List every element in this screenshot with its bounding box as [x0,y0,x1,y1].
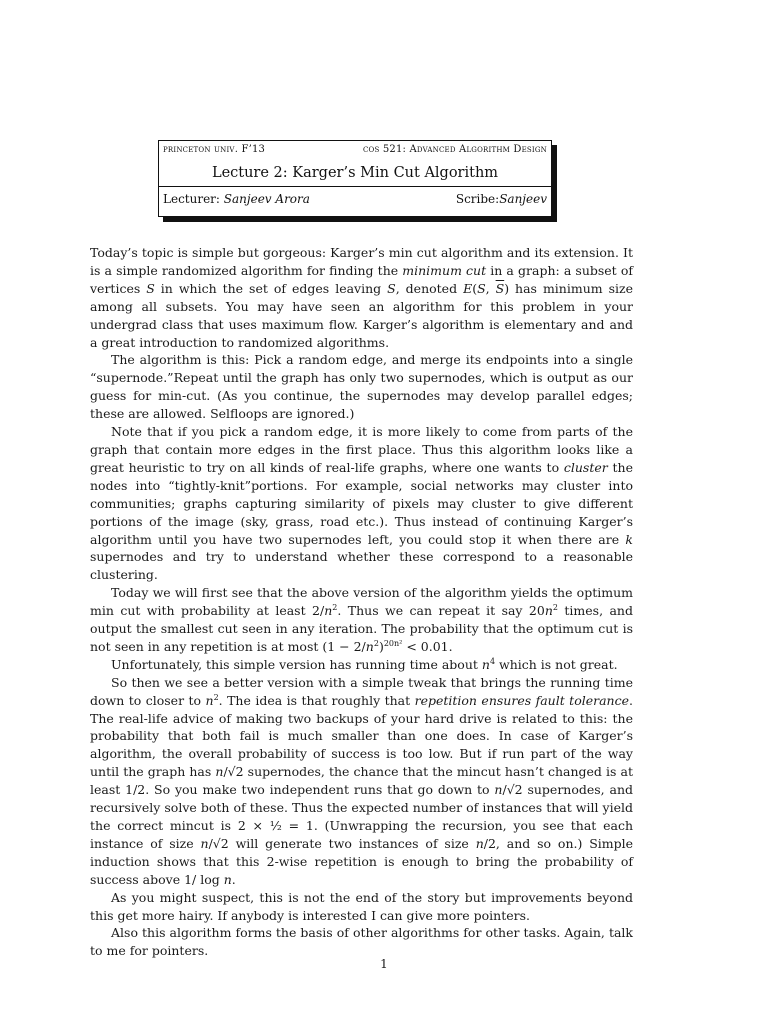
scribe-label: Scribe: [455,192,500,206]
paragraph-clustering [90,423,633,584]
lecture-title: Lecture 2: Karger’s Min Cut Algorithm [211,165,499,181]
math-var: S [477,280,486,296]
math-var: n [494,782,503,798]
math-var: n [481,656,490,672]
math-var: n [223,871,232,887]
lecturer-name: Sanjeev Arora [223,192,310,206]
course-name: cos 521: Advanced Algorithm Design [363,144,547,155]
text-run: times, and output the smallest cut seen in any iteration. The probability that the optimum cut is not seen in any repetition is at most (1 − 2/ [90,603,633,654]
text-run: the nodes into “tightly-knit”portions. For example, social networks may cluster into communities; graphs capturing similarity of pixels may cluster to give different portions of the image (sky, grass, road etc.). Thus instead of continuing Karger’s algorithm until you have two supernodes left, you could stop it when there are [90,459,633,547]
text-run: /√2 supernodes, the chance that the mincut hasn’t changed is at least 1/2. So you make two independent runs that go down to [90,764,633,798]
paragraph-algorithm: The algorithm is this: Pick a random edge, and merge its endpoints into a single “supernode.”Repeat until the graph has only two supernodes, which is output as our guess for min-cut. (As you continue, the supernodes may develop parallel edges; these are allowed. Selfloops are ignored.) [90,352,633,422]
paragraph-suspect: As you might suspect, this is not the end of the story but improvements beyond this get more hairy. If anybody is interested I can give more pointers. [90,889,633,923]
text-run: in a graph: a subset of vertices [90,262,633,296]
text-run: /√2 will generate two instances of size [208,835,476,851]
paragraph-probability [90,584,633,656]
university-term: princeton univ. F’13 [163,144,266,155]
emphasis-cluster: cluster [563,459,608,475]
text-run: /√2 supernodes, and recursively solve both of these. Thus the expected number of instances that will yield the correct mincut is 2 × ½ = 1. (Unwrapping the recursion, you see that each instance of size [90,782,633,851]
math-var: n [215,764,224,780]
superscript: 2 [373,638,379,648]
header-divider [159,186,551,187]
text-run: So then we see a better version with a simple tweak that brings the running time down to closer to [90,674,633,708]
text-run: . The real-life advice of making two backups of your hard drive is related to this: the probability that both fail is much smaller than one does. In case of Karger’s algorithm, the overall probability of success is too low. But if run part of the way until the graph has [90,692,633,780]
text-run: /2, and so on.) Simple induction shows that this 2-wise repetition is enough to bring the probability of success above 1/ log [90,835,634,887]
math-var: E [463,280,473,296]
paragraph-intro [90,244,633,351]
text-run: supernodes and try to understand whether these correspond to a reasonable clustering. [90,549,633,583]
text-run: < 0.01. [402,638,453,654]
lecturer-label: Lecturer: [163,192,224,206]
text-run: ) [378,638,384,654]
text-run: which is not great. [495,656,618,672]
paragraph-better-version [90,674,633,889]
math-var: S [146,280,155,296]
scribe-credit [456,192,547,206]
text-run: Note that if you pick a random edge, it is more likely to come from parts of the graph that contain more edges in the first place. Thus this algorithm looks like a great heuristic to try on all kinds of real-life graphs, where one wants to [90,424,633,475]
paragraph-running-time [90,656,633,674]
credits-line [163,192,547,206]
emphasis-fault-tolerance: repetition ensures fault tolerance [414,692,630,708]
text-run: Today we will first see that the above version of the algorithm yields the optimum min cut with probability at least 2/ [90,585,633,619]
paragraph-other-tasks: Also this algorithm forms the basis of other algorithms for other tasks. Again, talk to me for pointers. [90,925,633,959]
math-var: S [387,280,396,296]
lecture-header-box [158,140,552,217]
superscript: 20n² [383,638,403,648]
superscript: 2 [332,602,338,612]
superscript: 2 [552,602,558,612]
math-var: n [365,638,374,654]
math-var: n [200,835,209,851]
text-run: Unfortunately, this simple version has running time about [111,656,482,672]
math-var: n [544,603,553,619]
text-run: ( [472,280,478,296]
text-run: , [485,280,496,296]
emphasis-minimum-cut: minimum cut [402,262,487,278]
text-run: . Thus we can repeat it say 20 [337,603,545,619]
superscript: 4 [489,656,496,666]
text-run: Today’s topic is simple but gorgeous: Karger’s min cut algorithm and its extension. It is a simple randomized algorithm for finding the [90,245,633,278]
lecture-body [90,244,633,960]
math-var: n [324,603,333,619]
text-run: , denoted [395,280,464,296]
page-number: 1 [380,957,388,971]
text-run: in which the set of edges leaving [154,280,388,296]
text-run: . The idea is that roughly that [218,692,415,708]
math-var: n [475,835,484,851]
math-var: n [205,692,214,708]
superscript: 2 [213,692,219,702]
text-run: ) has minimum size among all subsets. You may have seen an algorithm for this problem in your undergrad class that uses maximum flow. Karger’s algorithm is elementary and and a great introduction to randomized algorithms. [90,280,633,350]
math-var-complement: $\overline{S}$ [495,280,505,296]
course-line [163,144,547,155]
scribe-name: Sanjeev [499,192,547,206]
text-run: . [231,871,236,887]
math-var: k [625,531,633,547]
